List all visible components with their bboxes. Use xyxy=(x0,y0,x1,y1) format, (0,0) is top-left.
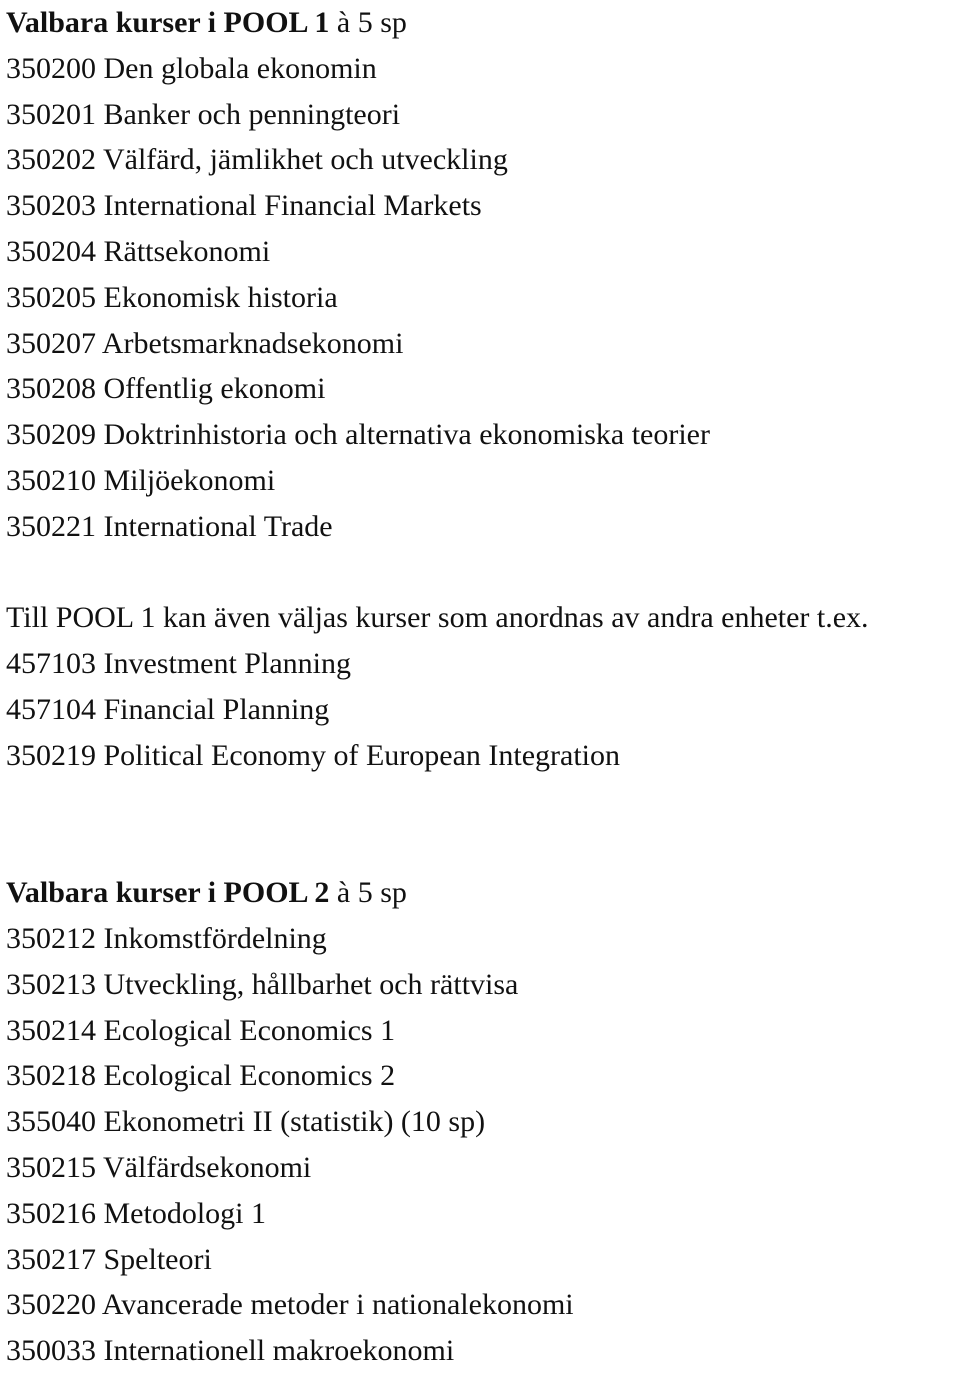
pool2-course-list xyxy=(6,916,960,1374)
course-code: 350205 xyxy=(6,280,96,314)
pool2-section xyxy=(6,870,960,1374)
course-name: Ekonometri II (statistik) (10 sp) xyxy=(103,1105,486,1139)
course-name: Offentlig ekonomi xyxy=(103,372,326,406)
course-item xyxy=(6,641,960,687)
course-name: Internationell makroekonomi xyxy=(103,1334,455,1368)
course-name: Den globala ekonomin xyxy=(103,51,377,85)
pool2-heading xyxy=(6,870,960,916)
spacer xyxy=(6,550,960,596)
course-name: International Financial Markets xyxy=(103,189,482,223)
course-code: 350208 xyxy=(6,372,96,406)
course-name: Banker och penningteori xyxy=(103,97,401,131)
course-code: 350212 xyxy=(6,921,96,955)
course-code: 350213 xyxy=(6,967,96,1001)
course-code: 350201 xyxy=(6,97,96,131)
course-name: Financial Planning xyxy=(103,692,330,726)
course-item xyxy=(6,137,960,183)
course-name: Välfärd, jämlikhet och utveckling xyxy=(102,143,508,177)
pool1-heading-bold: Valbara kurser i POOL 1 xyxy=(6,6,330,39)
course-code: 350214 xyxy=(6,1013,96,1047)
course-item xyxy=(6,92,960,138)
pool2-heading-rest: à 5 sp xyxy=(329,876,407,910)
course-item xyxy=(6,1191,960,1237)
course-code: 350219 xyxy=(6,738,96,772)
course-code: 457103 xyxy=(6,647,96,681)
course-item xyxy=(6,916,960,962)
spacer xyxy=(6,779,960,871)
course-code: 350217 xyxy=(6,1242,96,1276)
course-item xyxy=(6,1237,960,1283)
course-name: Metodologi 1 xyxy=(103,1196,266,1230)
course-name: Doktrinhistoria och alternativa ekonomiska teorier xyxy=(103,418,710,452)
course-item xyxy=(6,366,960,412)
course-name: Ecological Economics 2 xyxy=(103,1059,396,1093)
course-item xyxy=(6,183,960,229)
course-item xyxy=(6,1282,960,1328)
pool2-heading-bold: Valbara kurser i POOL 2 xyxy=(6,876,330,910)
course-item xyxy=(6,229,960,275)
pool1-course-list xyxy=(6,46,960,550)
course-name: Arbetsmarknadsekonomi xyxy=(101,326,404,360)
course-code: 350220 xyxy=(6,1288,96,1322)
course-item xyxy=(6,321,960,367)
course-item xyxy=(6,412,960,458)
course-name: Välfärdsekonomi xyxy=(102,1150,312,1184)
pool1-section xyxy=(6,0,960,779)
course-name: Miljöekonomi xyxy=(103,463,276,497)
document xyxy=(6,0,960,1374)
pool1-note: Till POOL 1 kan även väljas kurser som anordnas av andra enheter t.ex. xyxy=(6,601,869,635)
pool1-heading xyxy=(6,0,960,46)
course-code: 355040 xyxy=(6,1105,96,1139)
course-code: 350215 xyxy=(6,1150,96,1184)
course-code: 350207 xyxy=(6,326,96,360)
course-name: Ecological Economics 1 xyxy=(103,1013,396,1047)
course-item xyxy=(6,687,960,733)
course-name: Inkomstfördelning xyxy=(103,921,327,955)
course-code: 350202 xyxy=(6,143,96,177)
course-code: 350209 xyxy=(6,418,96,452)
course-code: 350204 xyxy=(6,234,96,268)
course-item xyxy=(6,1145,960,1191)
course-item xyxy=(6,1008,960,1054)
course-name: Rättsekonomi xyxy=(103,234,271,268)
course-name: Utveckling, hållbarhet och rättvisa xyxy=(103,967,519,1001)
course-name: Ekonomisk historia xyxy=(103,280,338,314)
course-code: 350200 xyxy=(6,51,96,85)
course-code: 457104 xyxy=(6,692,96,726)
course-code: 350203 xyxy=(6,189,96,223)
course-item xyxy=(6,733,960,779)
pool1-extra-course-list xyxy=(6,641,960,778)
course-code: 350033 xyxy=(6,1334,96,1368)
course-name: Spelteori xyxy=(103,1242,212,1276)
course-code: 350218 xyxy=(6,1059,96,1093)
course-name: Avancerade metoder i nationalekonomi xyxy=(101,1288,574,1322)
course-item xyxy=(6,458,960,504)
course-name: Investment Planning xyxy=(103,647,351,681)
pool1-heading-rest: à 5 sp xyxy=(329,6,407,39)
course-item xyxy=(6,1099,960,1145)
course-item xyxy=(6,1053,960,1099)
course-item xyxy=(6,504,960,550)
course-item xyxy=(6,46,960,92)
course-name: International Trade xyxy=(103,509,333,543)
course-code: 350221 xyxy=(6,509,96,543)
course-name: Political Economy of European Integration xyxy=(103,738,621,772)
course-item xyxy=(6,275,960,321)
course-code: 350216 xyxy=(6,1196,96,1230)
course-item xyxy=(6,1328,960,1374)
course-code: 350210 xyxy=(6,463,96,497)
course-item xyxy=(6,962,960,1008)
